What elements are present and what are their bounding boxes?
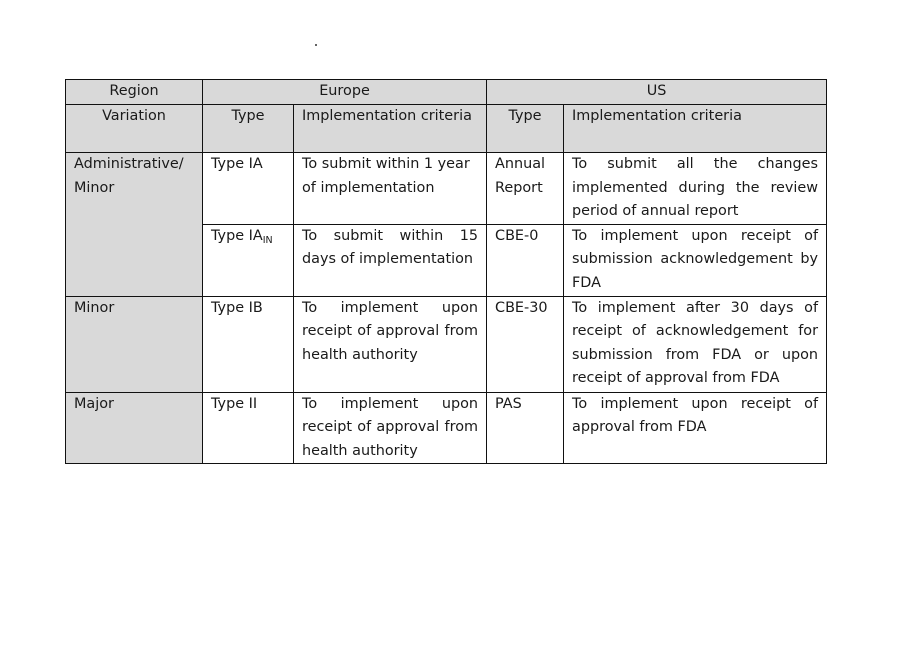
eu-type-cell: Type IB: [203, 296, 294, 392]
eu-type-cell: [203, 224, 294, 296]
eu-type-text: Type IA: [211, 227, 263, 244]
header-region: Region: [66, 80, 203, 105]
header-us-type: Type: [487, 105, 564, 153]
eu-type-cell: Type II: [203, 392, 294, 464]
header-row-region: [66, 80, 827, 105]
header-europe: Europe: [203, 80, 487, 105]
eu-type-subscript: IN: [262, 234, 273, 246]
eu-criteria-cell: To implement upon receipt of approval from health authority: [294, 296, 487, 392]
variation-comparison-table: [65, 79, 827, 464]
variation-cell: Minor: [66, 296, 203, 392]
header-us: US: [487, 80, 827, 105]
eu-criteria-cell: To submit within 1 year of implementation: [294, 153, 487, 225]
us-criteria-cell: To submit all the changes implemented during the review period of annual report: [564, 153, 827, 225]
eu-type-cell: Type IA: [203, 153, 294, 225]
table-row: [66, 296, 827, 392]
header-eu-type: Type: [203, 105, 294, 153]
header-eu-criteria: Implementation criteria: [294, 105, 487, 153]
stray-mark: [315, 44, 317, 46]
us-type-cell: PAS: [487, 392, 564, 464]
eu-criteria-cell: To implement upon receipt of approval from health authority: [294, 392, 487, 464]
eu-criteria-cell: To submit within 15 days of implementation: [294, 224, 487, 296]
table-row: [66, 392, 827, 464]
header-row-columns: [66, 105, 827, 153]
header-variation: Variation: [66, 105, 203, 153]
table-row: [66, 153, 827, 225]
us-criteria-cell: To implement after 30 days of receipt of acknowledgement for submission from FDA or upon receipt of approval from FDA: [564, 296, 827, 392]
us-criteria-cell: To implement upon receipt of approval from FDA: [564, 392, 827, 464]
us-type-cell: CBE-0: [487, 224, 564, 296]
us-criteria-cell: To implement upon receipt of submission acknowledgement by FDA: [564, 224, 827, 296]
us-type-cell: CBE-30: [487, 296, 564, 392]
header-us-criteria: Implementation criteria: [564, 105, 827, 153]
us-type-cell: Annual Report: [487, 153, 564, 225]
variation-cell: Administrative/ Minor: [66, 153, 203, 297]
variation-cell: Major: [66, 392, 203, 464]
